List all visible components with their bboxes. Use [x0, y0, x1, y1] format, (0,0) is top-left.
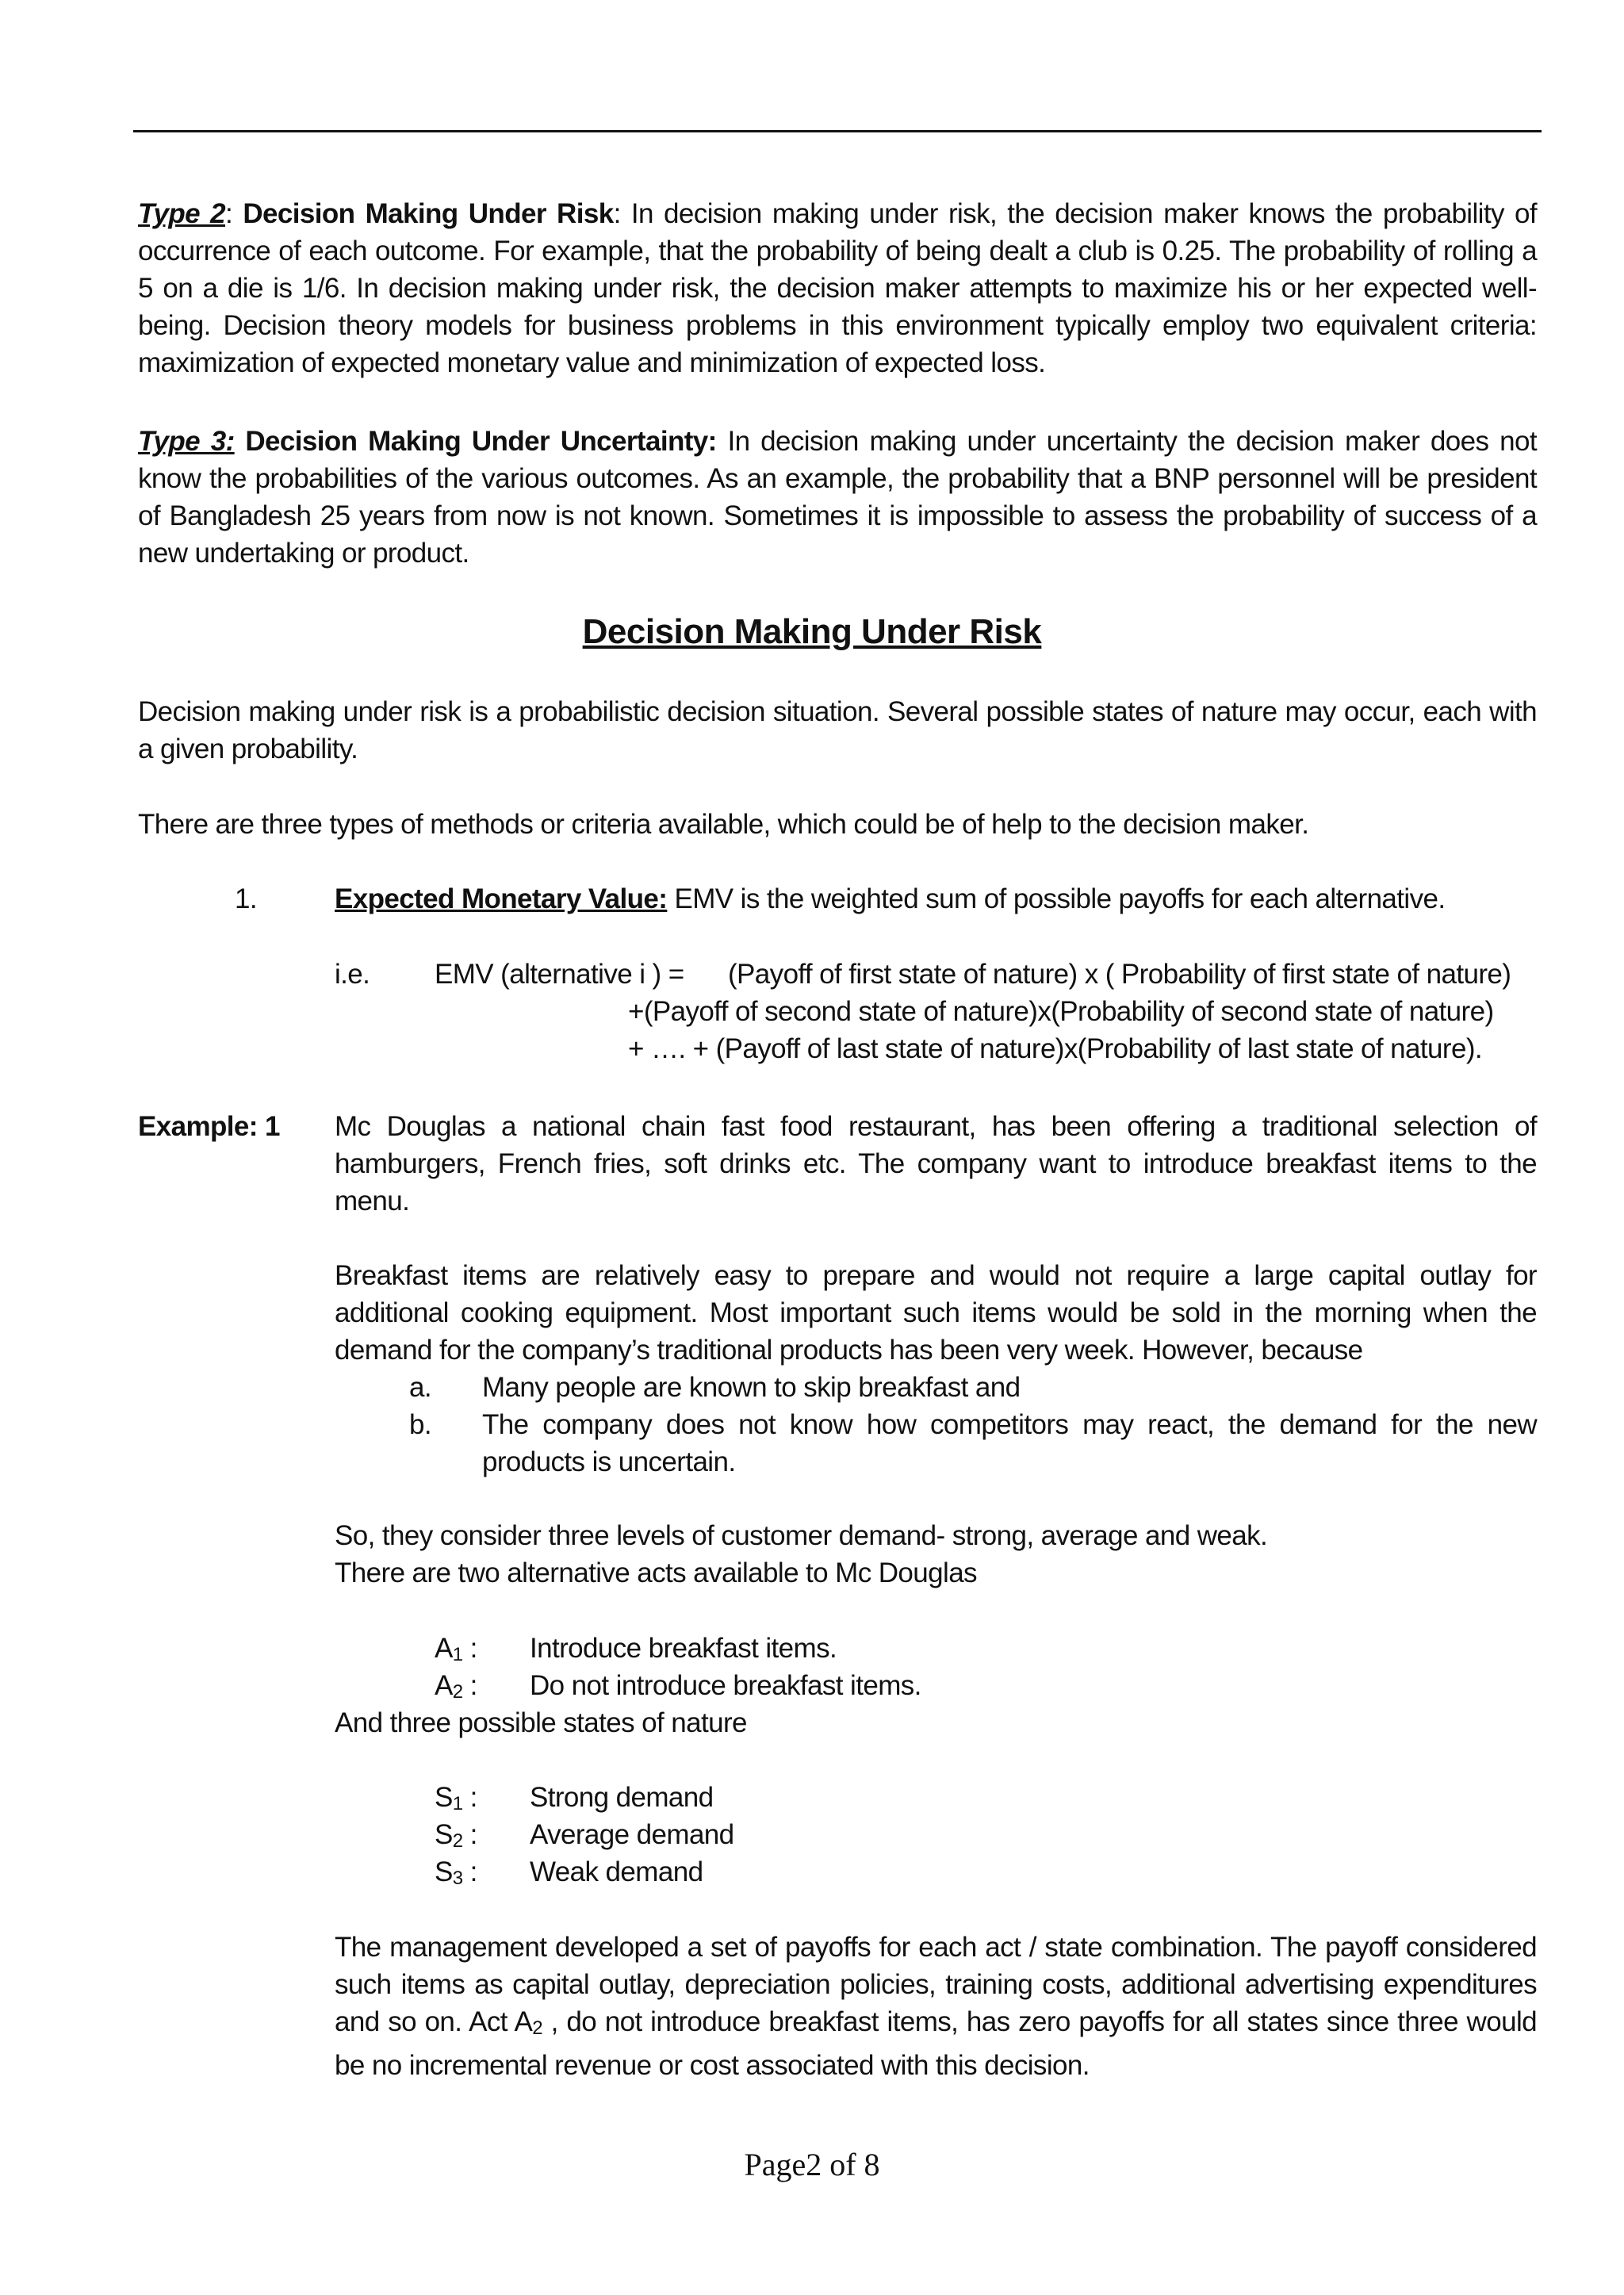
formula-line-3: + …. + (Payoff of last state of nature)x(Probability of last state of nature).	[628, 1033, 1482, 1064]
example-paragraph-1: Mc Douglas a national chain fast food restaurant, has been offering a traditional selection of hamburgers, French fries, soft drinks etc. The company want to introduce breakfast items to the menu.	[335, 1111, 1537, 1216]
type2-title: Decision Making Under Risk	[243, 198, 614, 229]
act-a1-symbol: $A_1$ :	[435, 1633, 477, 1665]
type3-paragraph	[138, 423, 1537, 572]
state-s2-text: Average demand	[530, 1819, 734, 1850]
state-s2-symbol: $S_2$ :	[435, 1819, 477, 1852]
type3-title: Decision Making Under Uncertainty:	[245, 426, 717, 457]
formula-line-2: +(Payoff of second state of nature)x(Probability of second state of nature)	[628, 996, 1494, 1027]
act-a2-text: Do not introduce breakfast items.	[530, 1670, 921, 1701]
intro-paragraph-1: Decision making under risk is a probabilistic decision situation. Several possible states of nature may occur, each with a given probability.	[138, 696, 1537, 764]
formula-ie: i.e.	[335, 959, 370, 990]
example-paragraph-4: The management developed a set of payoffs for each act / state combination. The payoff considered such items as capital outlay, depreciation policies, training costs, additional advertising expenditures and so on. Act $A_2$ , do not introduce breakfast items, has zero payoffs for all states since three would be no incremental revenue or cost associated with this decision.	[335, 1932, 1538, 2081]
act-a2-symbol: $A_2$ :	[435, 1670, 477, 1703]
state-s3-text: Weak demand	[530, 1856, 703, 1887]
method1-text: EMV is the weighted sum of possible payoffs for each alternative.	[667, 883, 1446, 914]
header-rule	[133, 130, 1542, 132]
formula-lhs: EMV (alternative i ) =	[435, 959, 684, 990]
method1-title: Expected Monetary Value:	[335, 883, 668, 914]
type3-text: In decision making under uncertainty the decision maker does not know the probabilities of the various outcomes. As an example, the probability that a BNP personnel will be president of Bangladesh 25 years from now is not known. Sometimes it is impossible to assess the probability of success of a new undertaking or product.	[138, 426, 1537, 569]
formula-line-1: (Payoff of first state of nature) x ( Probability of first state of nature)	[728, 959, 1511, 990]
type2-label: Type 2	[138, 198, 226, 229]
list-item-b: The company does not know how competitors may react, the demand for the new products is uncertain.	[482, 1409, 1537, 1477]
type2-text: : In decision making under risk, the decision maker knows the probability of occurrence of each outcome. For example, that the probability of being dealt a club is 0.25. The probability of rolling a 5 on a die is 1/6. In decision making under risk, the decision maker attempts to maximize his or her expected well-being. Decision theory models for business problems in this environment typically employ two equivalent criteria: maximization of expected monetary value and minimization of expected loss.	[138, 198, 1538, 378]
list-item-a: Many people are known to skip breakfast and	[482, 1372, 1021, 1403]
intro-paragraph-2: There are three types of methods or criteria available, which could be of help to the decision maker.	[138, 809, 1309, 840]
method1-line	[335, 880, 1446, 918]
type2-sep: :	[225, 198, 243, 229]
state-s1-symbol: $S_1$ :	[435, 1782, 477, 1814]
example-paragraph-3a: So, they consider three levels of customer demand- strong, average and weak.	[335, 1520, 1268, 1551]
example-paragraph-3b: There are two alternative acts available to Mc Douglas	[335, 1557, 977, 1588]
page-footer: Page2 of 8	[744, 2147, 880, 2182]
type2-paragraph	[138, 195, 1537, 381]
state-s1-text: Strong demand	[530, 1782, 714, 1813]
act-a1-text: Introduce breakfast items.	[530, 1633, 837, 1664]
section-heading: Decision Making Under Risk	[582, 612, 1042, 651]
state-s3-symbol: $S_3$ :	[435, 1856, 477, 1889]
method1-number: 1.	[235, 883, 257, 914]
example-label: Example: 1	[138, 1111, 280, 1142]
list-marker-a: a.	[409, 1372, 431, 1403]
example-paragraph-2: Breakfast items are relatively easy to prepare and would not require a large capital outlay for additional cooking equipment. Most important such items would be sold in the morning when the demand for the company’s traditional products has been very week. However, because	[335, 1260, 1537, 1366]
states-intro: And three possible states of nature	[335, 1707, 747, 1738]
list-marker-b: b.	[409, 1409, 431, 1440]
type3-label: Type 3:	[138, 426, 235, 457]
